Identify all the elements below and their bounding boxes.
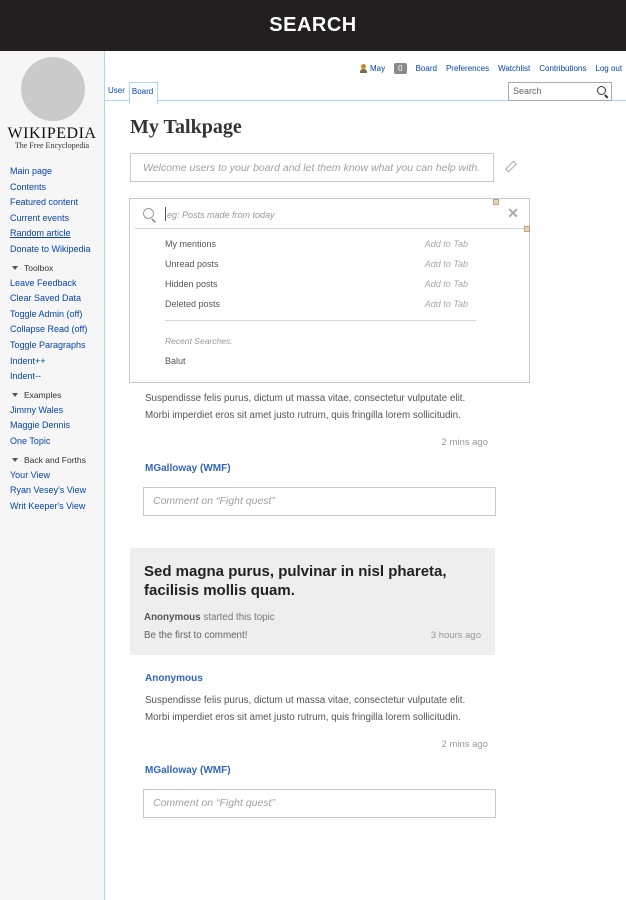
examples-heading[interactable]: Examples xyxy=(10,387,104,403)
post-line: Morbi imperdiet eros sit amet justo rutrum, quis fringilla lorem sollicitudin. xyxy=(145,410,461,421)
post-line: Morbi imperdiet eros sit amet justo rutrum, quis fringilla lorem sollicitudin. xyxy=(145,712,461,723)
filter-hidden-posts[interactable] xyxy=(165,279,468,299)
board-search-input[interactable] xyxy=(130,199,529,229)
toolbox-collapse-read[interactable]: Collapse Read (off) xyxy=(10,324,88,335)
triangle-down-icon xyxy=(12,266,18,270)
wikipedia-wordmark: WIKIPEDIA xyxy=(7,125,97,142)
link-preferences[interactable]: Preferences xyxy=(445,64,490,73)
page-title: My Talkpage xyxy=(130,116,242,138)
nav-random-article[interactable]: Random article xyxy=(10,228,71,239)
topic-started-text: started this topic xyxy=(203,612,275,623)
comment-input[interactable] xyxy=(143,487,496,516)
post-author-link[interactable]: Anonymous xyxy=(145,673,203,684)
nav-current-events[interactable]: Current events xyxy=(10,212,70,223)
sidebar xyxy=(0,51,105,900)
search-placeholder: Search xyxy=(513,86,542,96)
back-and-forths-heading[interactable]: Back and Forths xyxy=(10,452,104,468)
resize-handle-icon[interactable] xyxy=(524,226,530,232)
post-line: Suspendisse felis purus, dictum ut massa vitae, consectetur vulputate elit. xyxy=(145,695,466,706)
filter-deleted-posts[interactable] xyxy=(165,299,468,319)
topic-card[interactable] xyxy=(130,548,495,655)
top-banner xyxy=(0,0,626,51)
search-icon[interactable] xyxy=(597,86,606,95)
recent-search-item[interactable]: Balut xyxy=(165,356,186,366)
nav-main-page[interactable]: Main page xyxy=(10,166,53,176)
toolbox-toggle-paragraphs[interactable]: Toggle Paragraphs xyxy=(10,339,86,350)
username-link[interactable]: May xyxy=(370,64,386,73)
add-to-tab-link[interactable]: Add to Tab xyxy=(424,239,468,249)
backforth-writ-keeper-view[interactable]: Writ Keeper's View xyxy=(10,500,86,511)
add-to-tab-link[interactable]: Add to Tab xyxy=(424,299,468,309)
tab-user[interactable]: User xyxy=(108,86,125,95)
page-tabs xyxy=(106,82,158,104)
link-logout[interactable]: Log out xyxy=(595,64,623,73)
reply-author-link[interactable]: MGalloway (WMF) xyxy=(145,463,231,474)
toolbox-toggle-admin[interactable]: Toggle Admin (off) xyxy=(10,308,83,319)
filter-unread-posts[interactable] xyxy=(165,259,468,279)
toolbox-indent-minus[interactable]: Indent-- xyxy=(10,371,42,382)
toolbox-leave-feedback[interactable]: Leave Feedback xyxy=(10,277,77,288)
example-jimmy-wales[interactable]: Jimmy Wales xyxy=(10,404,64,415)
filter-my-mentions[interactable] xyxy=(165,239,468,259)
comment-placeholder: Comment on “Fight quest” xyxy=(153,495,275,507)
personal-tools xyxy=(360,63,622,74)
wikipedia-globe-logo[interactable] xyxy=(21,57,85,121)
filter-label: Unread posts xyxy=(165,259,219,269)
link-contributions[interactable]: Contributions xyxy=(539,64,587,73)
nav-featured-content[interactable]: Featured content xyxy=(10,197,79,208)
topic-timestamp: 3 hours ago xyxy=(430,630,481,641)
tab-board[interactable]: Board xyxy=(129,82,158,104)
resize-handle-icon[interactable] xyxy=(493,199,499,205)
board-search-placeholder: eg: Posts made from today xyxy=(167,210,275,220)
post-timestamp: 2 mins ago xyxy=(441,437,488,448)
filter-label: Deleted posts xyxy=(165,299,221,309)
example-maggie-dennis[interactable]: Maggie Dennis xyxy=(10,420,71,431)
comment-input[interactable] xyxy=(143,789,496,818)
notifications-badge[interactable]: 0 xyxy=(394,63,406,74)
board-description-placeholder: Welcome users to your board and let them know what you can help with. xyxy=(143,162,481,174)
topic-author-link[interactable]: Anonymous xyxy=(144,612,201,623)
toolbox-clear-saved-data[interactable]: Clear Saved Data xyxy=(10,293,82,304)
backforth-your-view[interactable]: Your View xyxy=(10,469,51,480)
post-timestamp: 2 mins ago xyxy=(441,739,488,750)
nav-donate[interactable]: Donate to Wikipedia xyxy=(10,243,91,254)
post-line: Suspendisse felis purus, dictum ut massa vitae, consectetur vulputate elit. xyxy=(145,393,466,404)
search-icon xyxy=(143,208,154,219)
nav-contents[interactable]: Contents xyxy=(10,181,47,192)
dropdown-divider xyxy=(135,228,528,229)
board-search-dropdown xyxy=(129,198,530,383)
topic-first-comment-text: Be the first to comment! xyxy=(144,630,248,641)
pencil-icon[interactable] xyxy=(505,160,517,172)
text-caret xyxy=(165,207,166,221)
topic-title[interactable]: Sed magna purus, pulvinar in nisl phareta, facilisis mollis quam. xyxy=(144,563,447,599)
backforth-ryan-vesey-view[interactable]: Ryan Vesey's View xyxy=(10,485,87,496)
reply-author-link[interactable]: MGalloway (WMF) xyxy=(145,765,231,776)
dropdown-separator xyxy=(165,320,476,321)
board-description-field[interactable] xyxy=(130,153,494,182)
close-icon[interactable]: ✕ xyxy=(507,205,519,221)
add-to-tab-link[interactable]: Add to Tab xyxy=(424,279,468,289)
post-body xyxy=(145,390,500,424)
toolbox-heading[interactable]: Toolbox xyxy=(10,260,104,276)
link-board[interactable]: Board xyxy=(415,64,437,73)
comment-placeholder: Comment on “Fight quest” xyxy=(153,797,275,809)
sidebar-nav xyxy=(10,164,104,514)
triangle-down-icon xyxy=(12,393,18,397)
recent-searches-heading: Recent Searches: xyxy=(165,336,233,346)
example-one-topic[interactable]: One Topic xyxy=(10,435,51,446)
link-watchlist[interactable]: Watchlist xyxy=(498,64,531,73)
topic-meta xyxy=(144,612,275,623)
user-icon xyxy=(360,64,367,73)
post-body xyxy=(145,692,500,726)
toolbox-indent-plus[interactable]: Indent++ xyxy=(10,355,46,366)
filter-label: My mentions xyxy=(165,239,217,249)
filter-label: Hidden posts xyxy=(165,279,218,289)
add-to-tab-link[interactable]: Add to Tab xyxy=(424,259,468,269)
search-input[interactable] xyxy=(508,82,612,101)
banner-title: SEARCH xyxy=(269,14,357,36)
wikipedia-tagline: The Free Encyclopedia xyxy=(14,141,90,150)
triangle-down-icon xyxy=(12,458,18,462)
